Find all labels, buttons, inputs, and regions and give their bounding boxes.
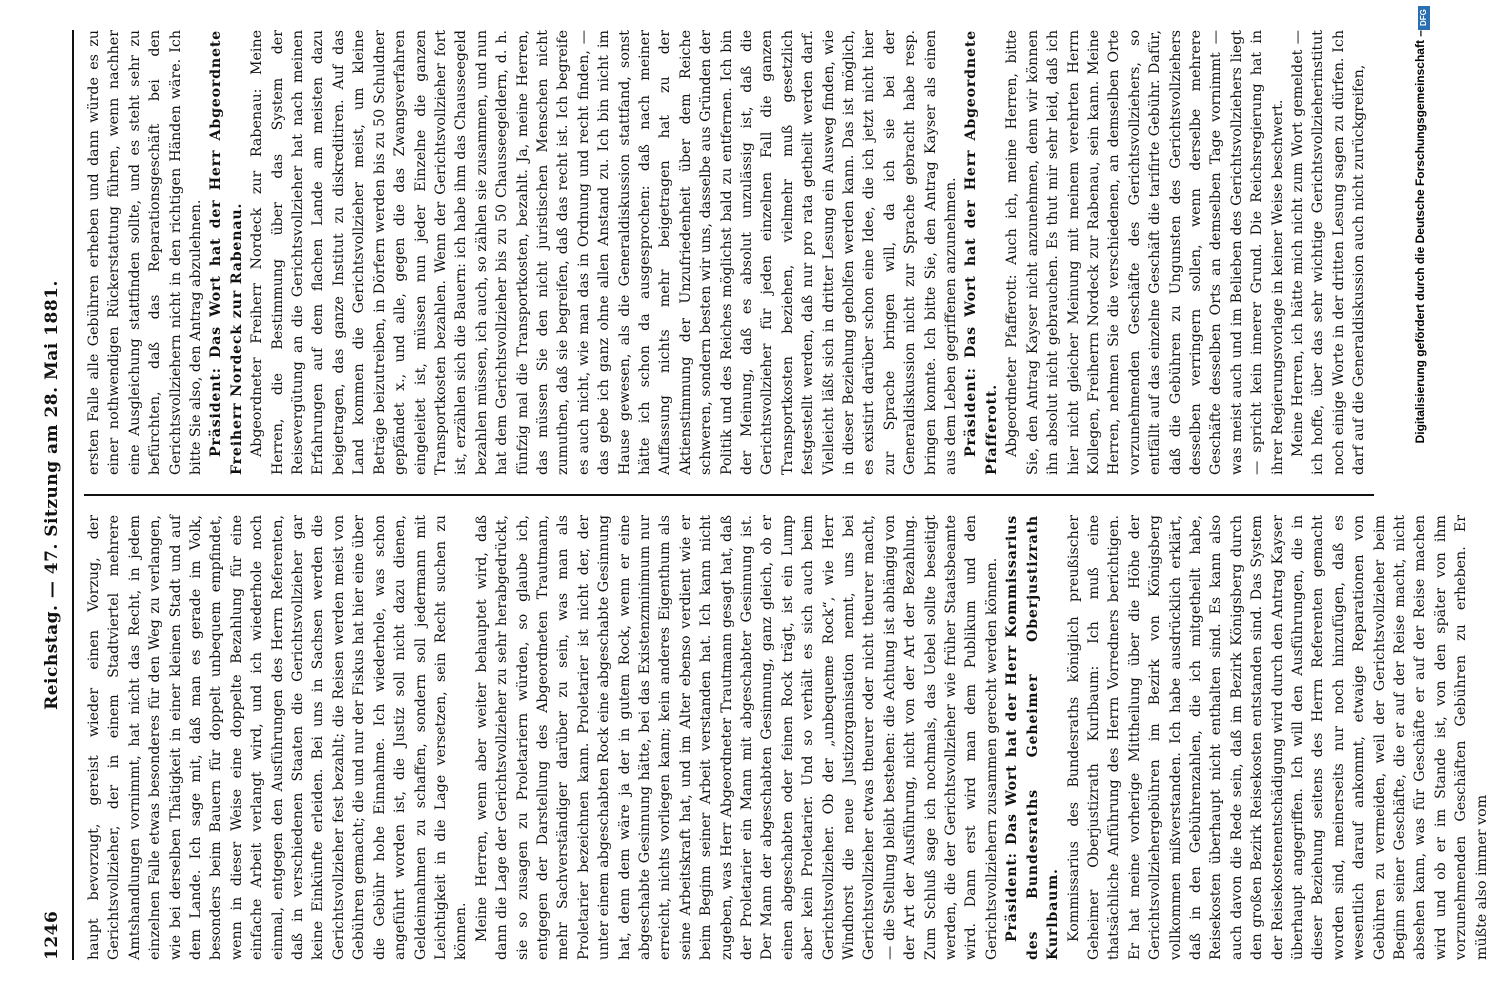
right-column: [84, 30, 1374, 475]
footer-strip: [1398, 0, 1432, 1000]
header-rule: [72, 30, 74, 960]
speaker-paragraph: Präsident: Das Wort hat der Herr Kommissarius des Bundesraths Geheimer Oberjustizrath Kurlbaum.: [1004, 515, 1062, 960]
paragraph: Kommissarius des Bundesraths königlich preußischer Geheimer Oberjustizrath Kurlbaum: Ich muß eine thatsächliche Anführung des Herrn Vorredners berichtigen. Er hat meine vorherige Mittheilung über die Höhe der Gerichtsvollziehergebühren im Bezirk von Königsberg vollkommen mißverstanden. Ich habe ausdrücklich erklärt, daß in den Gebührenzahlen, die ich mitgetheilt habe, Reisekosten überhaupt nicht enthalten sind. Es kann also auch davon die Rede sein, daß im Bezirk Königsberg durch den großen Bezirk Reisekosten entstanden sind. Das System der Reisekostenentschädigung wird durch den Antrag Kayser überhaupt angegriffen. Ich will den Ausführungen, die in dieser Beziehung seitens des Herrn Referenten gemacht worden sind, meinerseits nur noch hinzufügen, daß es wesentlich darauf ankommt, etwaige Reparationen von Gebühren zu vermeiden, weil der Gerichtsvollzieher beim Beginn seiner Geschäfte, die er auf der Reise macht, nicht absehen kann, was für Geschäfte er auf der Reise machen wird und ob er im Stande ist, von den später von ihm vorzunehmenden Geschäften Gebühren zu erheben. Er müßte also immer vom: [1065, 515, 1490, 960]
paragraph: Meine Herren, wenn aber weiter behauptet wird, daß dann die Lage der Gerichtsvollzieher zu sehr herabgedrückt, sie so zusagen zu Proletariern würden, so glaube ich, entgegen der Darstellung des Abgeordneten Trautmann, mehr Sachverständiger darüber zu sein, was man als Proletarier bezeichnen kann. Proletarier ist nicht der, der unter einem abgeschabten Rock eine abgeschabte Gesinnung hat, denn dem wäre ja der in gutem Rock, wenn er eine abgeschabte Gesinnung hätte, bei das Existenzminimum nur erreicht, nichts vorliegen kann; kein anderes Eigenthum als seine Arbeitskraft hat, und im Alter ebenso verdient wie er beim Beginn seiner Arbeit verstanden hat. Ich kann nicht zugeben, was Herr Abgeordneter Trautmann gesagt hat, daß der Proletarier ein Mann mit abgeschabter Gesinnung ist. Der Mann der abgeschabten Gesinnung, ganz gleich, ob er einen abgeschabten oder feinen Rock trägt, ist ein Lump aber kein Proletarier. Und so verhält es sich auch beim Gerichtsvollzieher. Ob der „unbequeme Rock“, wie Herr Windhorst die neue Justizorganisation nennt, uns bei Gerichtsvollzieher etwas theurer oder nicht theurer macht, — die Stellung bleibt bestehen: die Achtung ist abhängig von der Art der Ausführung, nicht von der Art der Bezahlung. Zum Schluß sage ich nochmals, das Uebel sollte beseitigt werden, die der Gerichtsvollzieher wie früher Staatsbeamte wird. Dann erst wird man dem Publikum und den Gerichtsvollziehern zusammen gerecht werden können.: [473, 515, 1000, 960]
dfg-logo: DFG: [1418, 6, 1430, 30]
left-column: [84, 515, 1490, 960]
speaker-paragraph: Präsident: Das Wort hat der Herr Abgeordnete Pfafferott.: [963, 30, 1000, 475]
paragraph: ersten Falle alle Gebühren erheben und dann würde es zu einer nothwendigen Rückerstattung führen, wenn nachher eine Ausgleichung stattfinden sollte, und es steht sehr zu befürchten, daß das Reparationsgeschäft bei den Gerichtsvollziehern nicht in den richtigen Händen wäre. Ich bitte Sie also, den Antrag abzulehnen.: [86, 30, 205, 475]
page-title: Reichstag. — 47. Sitzung am 28. Mai 1881.: [42, 280, 62, 710]
page-header: [40, 30, 68, 960]
digitization-credit: Digitalisierung gefördert durch die Deutsche Forschungsgemeinschaft –: [1413, 30, 1427, 444]
column-divider: [84, 494, 1374, 496]
paragraph: haupt bevorzugt, gereist wieder einen Vorzug, der Gerichtsvollzieher, der in einem Stadtviertel mehrere Amtshandlungen vornimmt, hat nicht das Recht, in jedem einzelnen Falle etwas besonderes für den Weg zu verlangen, wie bei derselben Thätigkeit in einer kleinen Stadt und auf dem Lande. Ich sage mit, daß man es gerade im Volk, besonders beim Bauern für doppelt unbequem empfindet, wenn in dieser Weise eine doppelte Bezahlung für eine einfache Arbeit verlangt wird, und ich wiederhole noch einmal, entgegen den Ausführungen des Herrn Referenten, daß in verschiedenen Staaten die Gerichtsvollzieher gar keine Einkünfte erleiden. Bei uns in Sachsen werden die Gerichtsvollzieher fest bezahlt; die Reisen werden meist von Gebühren gemacht; die und nur der Fiskus hat hier eine über die Gebühr hohe Einnahme. Ich wiederhole, was schon angeführt worden ist, die Justiz soll nicht dazu dienen, Geldeinnahmen zu schaffen, sondern soll jedermann mit Leichtigkeit in die Lage versetzen, sein Recht suchen zu können.: [86, 515, 470, 960]
speaker-paragraph: Präsident: Das Wort hat der Herr Abgeordnete Freiherr Nordeck zur Rabenau.: [208, 30, 245, 475]
paragraph: Abgeordneter Pfafferott: Auch ich, meine Herren, bitte Sie, den Antrag Kayser nicht anzunehmen, denn wir können ihn absolut nicht gebrauchen. Es thut mir sehr leid, daß ich hier nicht gleicher Meinung mit meinem verehrten Herrn Kollegen, Freiherrn Nordeck zur Rabenau, sein kann. Meine Herren, nehmen Sie die verschiedenen, an demselben Orte vorzunehmenden Geschäfte des Gerichtsvollziehers, so entfällt auf das einzelne Geschäft die tarifirte Gebühr. Dafür, daß die Gebühren zu Ungunsten des Gerichtsvollziehers desselben verringern sollen, wenn derselbe mehrere Geschäfte desselben Orts an demselben Tage vornimmt — was meist auch und im Belieben des Gerichtsvollziehers liegt — spricht kein innerer Grund. Die Reichsregierung hat in ihrer Regierungsvorlage in keiner Weise beschwert.: [1004, 30, 1286, 475]
paragraph: Meine Herren, ich hätte mich nicht zum Wort gemeldet — ich hoffe, über das sehr wichtige Gerichtsvollzieherinstitut noch einige Worte in der dritten Lesung sagen zu dürfen. Ich darf auf die Generaldiskussion auch nicht zurückgreifen,: [1289, 30, 1368, 475]
paragraph: Abgeordneter Freiherr Nordeck zur Rabenau: Meine Herren, die Bestimmung über das System der Reisevergütung an die Gerichtsvollzieher hat nach meinen Erfahrungen auf dem flachen Lande am meisten dazu beigetragen, das ganze Institut zu diskreditiren. Auf das Land kommen die Gerichtsvollzieher meist, um kleine Beträge beizutreiben, in Dörfern werden bis zu 50 Schuldner gepfändet x., und alle, gegen die das Zwangsverfahren eingeleitet ist, müssen nun jeder Einzelne die ganzen Transportkosten bezahlen. Wenn der Gerichtsvollzieher fort ist, erzählen sich die Bauern: ich habe ihm das Chausseegeld bezahlen müssen, ich auch, so zählen sie zusammen, und nun hat dem Gerichtsvollzieher bis zu 50 Chausseegeldern, d. h. fünfzig mal die Transportkosten, bezahlt. Ja, meine Herren, das müssen Sie den nicht juristischen Menschen nicht zumuthen, daß sie begreifen, daß das recht ist. Ich begreife es auch nicht, wie man das in Ordnung und recht finden, — das gebe ich ganz ohne allen Anstand zu. Ich bin nicht im Hause gewesen, als die Generaldiskussion stattfand, sonst hätte ich schon da ausgesprochen: daß nach meiner Auffassung nichts mehr beigetragen hat zu der Aktienstimmung der Unzufriedenheit über dem Reiche schweren, sondern besten wir uns, dasselbe aus Gründen der Politik und des Reiches möglichst bald zu entfernen. Ich bin der Meinung, daß es absolut unzulässig ist, daß die Gerichtsvollzieher für jeden einzelnen Fall die ganzen Transportkosten beziehen, vielmehr muß gesetzlich festgestellt werden, daß nur pro rata getheilt werden darf. Vielleicht läßt sich in dritter Lesung ein Ausweg finden, wie in dieser Beziehung geholfen werden kann. Das ist möglich, es existirt darüber schon eine Idee, die ich jetzt nicht hier zur Sprache bringen will, da ich sie bei der Generaldiskussion nicht zur Sprache gebracht habe resp. bringen konnte. Ich bitte Sie, den Antrag Kayser als einen aus dem Leben gegriffenen anzunehmen.: [249, 30, 960, 475]
page-number: 1246: [42, 910, 62, 960]
